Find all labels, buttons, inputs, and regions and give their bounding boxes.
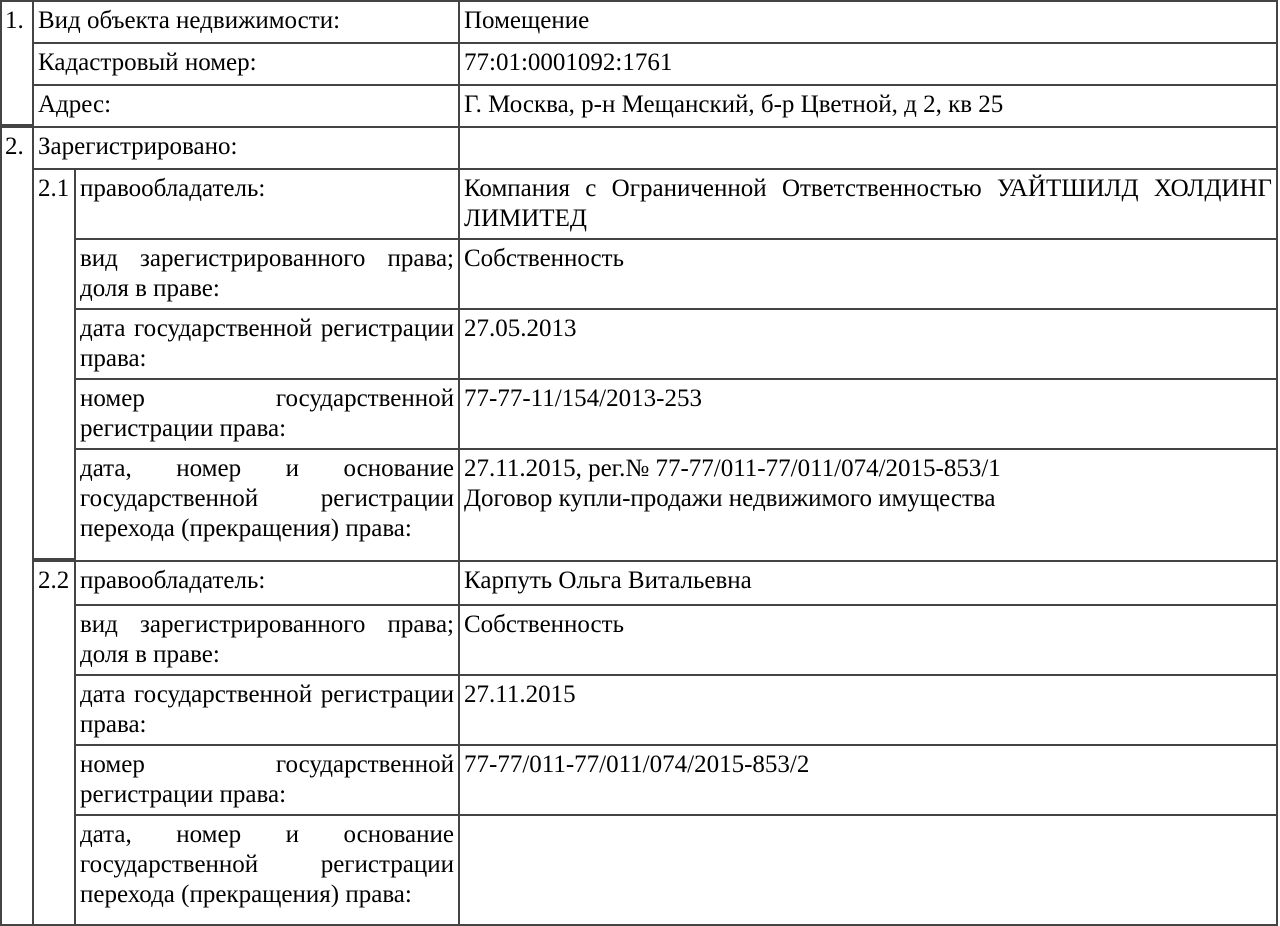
holder-1-transfer-value-line-2: Договор купли-продажи недвижимого имущества	[464, 485, 996, 512]
address-value: Г. Москва, р-н Мещанский, б-р Цветной, д 2, кв 25	[458, 84, 1278, 128]
registered-value	[458, 126, 1278, 170]
object-type-value: Помещение	[458, 0, 1278, 44]
address-label: Адрес:	[32, 84, 460, 128]
holder-1-transfer-value	[458, 448, 1278, 562]
object-type-label: Вид объекта недвижимости:	[32, 0, 460, 44]
section-1-number: 1.	[0, 0, 34, 126]
holder-1-transfer-label: дата, номер и основание государственной регистрации перехода (прекращения) права:	[74, 448, 460, 562]
holder-2-reg-number-label: номер государственной регистрации права:	[74, 744, 460, 816]
holder-2-reg-date-label: дата государственной регистрации права:	[74, 674, 460, 746]
holder-1-reg-number-value: 77-77-11/154/2013-253	[458, 378, 1278, 450]
holder-1-number: 2.1	[32, 168, 76, 560]
holder-1-right-type-value: Собственность	[458, 238, 1278, 310]
section-2-number: 2.	[0, 126, 34, 926]
holder-2-rightholder-label: правообладатель:	[74, 560, 460, 606]
holder-1-transfer-value-line-1: 27.11.2015, рег.№ 77-77/011-77/011/074/2015-853/1	[464, 455, 1001, 482]
holder-2-number: 2.2	[32, 560, 76, 926]
holder-1-rightholder-value: Компания с Ограниченной Ответственностью УАЙТШИЛД ХОЛДИНГ ЛИМИТЕД	[458, 168, 1278, 240]
holder-2-transfer-label: дата, номер и основание государственной регистрации перехода (прекращения) права:	[74, 814, 460, 926]
holder-1-right-type-label: вид зарегистрированного права; доля в праве:	[74, 238, 460, 310]
holder-2-reg-number-value: 77-77/011-77/011/074/2015-853/2	[458, 744, 1278, 816]
holder-1-reg-date-value: 27.05.2013	[458, 308, 1278, 380]
holder-1-rightholder-label: правообладатель:	[74, 168, 460, 240]
cadastral-number-label: Кадастровый номер:	[32, 42, 460, 86]
holder-1-reg-number-label: номер государственной регистрации права:	[74, 378, 460, 450]
holder-2-right-type-value: Собственность	[458, 604, 1278, 676]
cadastral-number-value: 77:01:0001092:1761	[458, 42, 1278, 86]
holder-2-transfer-value	[458, 814, 1278, 926]
holder-2-reg-date-value: 27.11.2015	[458, 674, 1278, 746]
holder-2-right-type-label: вид зарегистрированного права; доля в праве:	[74, 604, 460, 676]
holder-2-rightholder-value: Карпуть Ольга Витальевна	[458, 560, 1278, 606]
registered-label: Зарегистрировано:	[32, 126, 460, 170]
holder-1-reg-date-label: дата государственной регистрации права:	[74, 308, 460, 380]
